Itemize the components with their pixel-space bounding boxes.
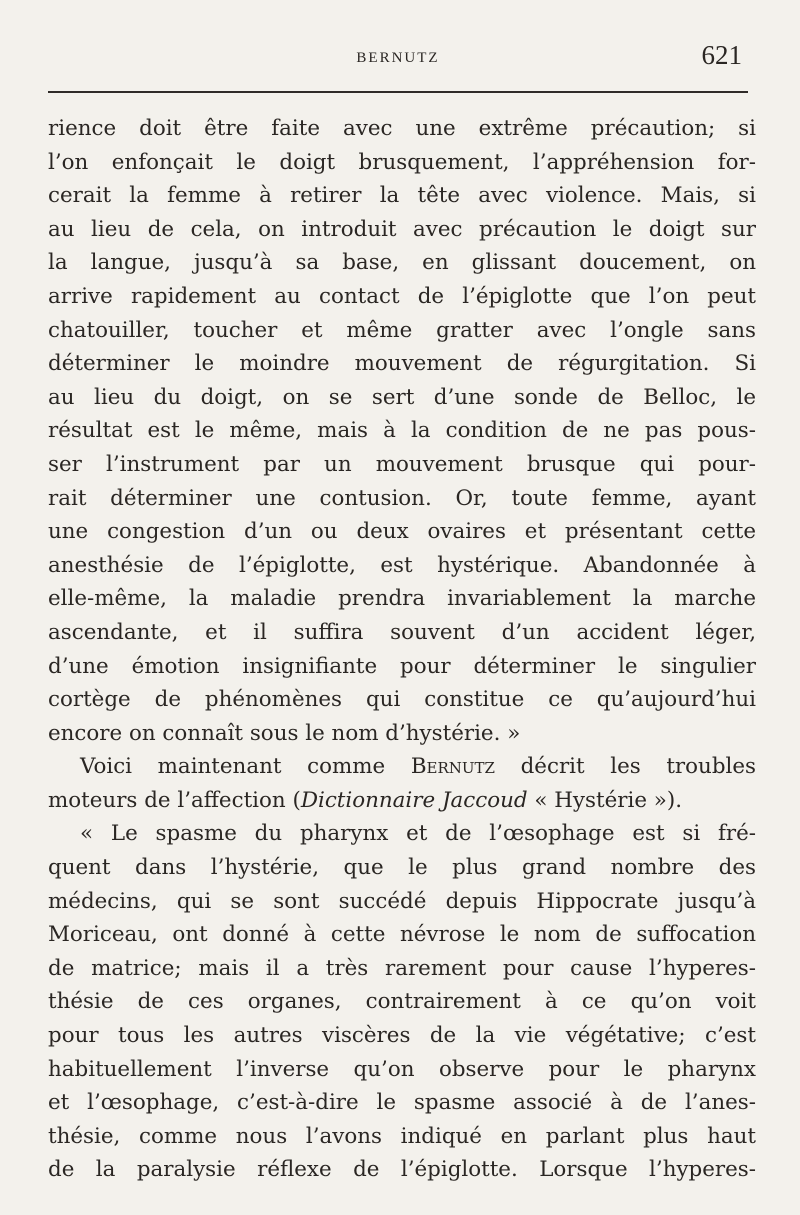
text-line: rience doit être faite avec une extrême précaution; si [48,116,756,141]
text-line: « Le spasme du pharynx et de l’œsophage est si fré- [80,821,756,847]
author-name: Bernutz [410,754,495,780]
text-line: de la paralysie réflexe de l’épiglotte. Lorsque l’hyperes- [48,1157,756,1183]
text-line: cortège de phénomènes qui constitue ce qu’aujourd’hui [48,687,756,713]
text-line: arrive rapidement au contact de l’épiglotte que l’on peut [48,283,756,309]
text-segment: moteurs de l’affection ( [48,787,301,813]
text-segment: « Hystérie »). [527,787,683,813]
text-line-moteurs [48,784,756,818]
running-head [48,40,748,80]
text-line: de matrice; mais il a très rarement pour cause l’hyperes- [48,955,756,981]
text-line: au lieu de cela, on introduit avec précaution le doigt sur [48,216,756,242]
text-line: d’une émotion insignifiante pour déterminer le singulier [48,653,756,679]
page-number: 621 [701,40,742,70]
body-text [48,112,756,1187]
text-line: chatouiller, toucher et même gratter avec l’ongle sans [48,317,756,343]
text-segment: Voici maintenant comme [80,754,411,780]
text-line: médecins, qui se sont succédé depuis Hippocrate jusqu’à [48,888,756,914]
text-line: déterminer le moindre mouvement de régurgitation. Si [48,351,756,377]
text-line: au lieu du doigt, on se sert d’une sonde de Belloc, le [48,384,756,410]
text-line: encore on connaît sous le nom d’hystérie. » [48,720,521,746]
text-line: et l’œsophage, c’est-à-dire le spasme associé à de l’anes- [48,1090,756,1116]
text-line: Moriceau, ont donné à cette névrose le nom de suffocation [48,922,756,948]
text-line: ascendante, et il suffira souvent d’un accident léger, [48,619,756,645]
text-line: l’on enfonçait le doigt brusquement, l’appréhension for- [48,149,756,175]
text-line: quent dans l’hystérie, que le plus grand nombre des [48,855,756,881]
text-line: anesthésie de l’épiglotte, est hystérique. Abandonnée à [48,552,756,578]
text-line: une congestion d’un ou deux ovaires et présentant cette [48,519,756,545]
text-segment: décrit les troubles [494,754,756,780]
text-line: thésie, comme nous l’avons indiqué en parlant plus haut [48,1123,756,1149]
text-line: elle-même, la maladie prendra invariablement la marche [48,586,756,612]
cited-work: Dictionnaire Jaccoud [300,787,528,813]
text-line: résultat est le même, mais à la condition de ne pas pous- [48,418,756,444]
text-line: habituellement l’inverse qu’on observe pour le pharynx [48,1056,756,1082]
running-head-title: BERNUTZ [356,50,440,66]
text-line: rait déterminer une contusion. Or, toute femme, ayant [48,485,756,511]
text-line: ser l’instrument par un mouvement brusque qui pour- [48,451,756,477]
text-line: pour tous les autres viscères de la vie végétative; c’est [48,1023,756,1049]
text-line: cerait la femme à retirer la tête avec violence. Mais, si [48,183,756,209]
text-line: la langue, jusqu’à sa base, en glissant doucement, on [48,250,756,276]
text-line-voici [48,750,756,784]
header-rule [48,91,748,93]
text-line: thésie de ces organes, contrairement à ce qu’on voit [48,989,756,1015]
